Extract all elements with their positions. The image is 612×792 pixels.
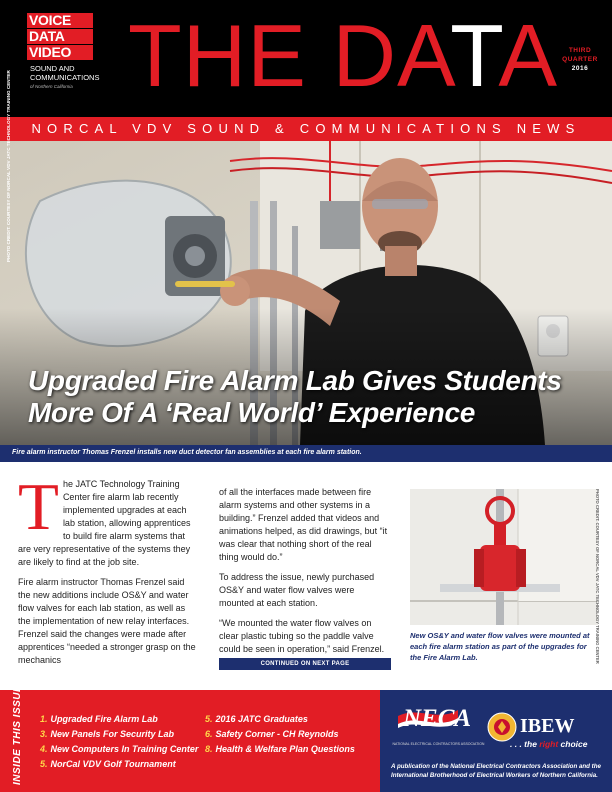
logo-line: VOICE (27, 13, 93, 28)
side-photo-credit: PHOTO CREDIT: COURTESY OF NORCAL VDV JATC TECHNOLOGY TRAINING CENTER (595, 489, 600, 664)
toc-item[interactable] (40, 759, 176, 769)
toc-panel (0, 690, 380, 792)
toc-num: 4. (40, 744, 48, 754)
tag-part: . . . the (510, 739, 540, 749)
toc-label: New Computers In Training Center (50, 744, 199, 754)
vdv-logo (27, 13, 93, 61)
toc-num: 5. (40, 759, 48, 769)
side-photo-caption: New OS&Y and water flow valves were mounted at each fire alarm station as part of the upgrades for the Fire Alarm Lab. (410, 631, 590, 662)
toc-item[interactable] (205, 744, 355, 754)
logo-sub-line: COMMUNICATIONS (30, 72, 100, 82)
valve-illustration (410, 489, 598, 625)
toc-label: Health & Welfare Plan Questions (215, 744, 355, 754)
ibew-seal-icon (487, 712, 517, 742)
toc-label: Safety Corner - CH Reynolds (215, 729, 339, 739)
toc-item[interactable] (205, 714, 308, 724)
logo-sub-line: SOUND AND (30, 64, 75, 73)
toc-label: Upgraded Fire Alarm Lab (50, 714, 158, 724)
continued-link[interactable]: CONTINUED ON NEXT PAGE (219, 658, 391, 670)
article-paragraph: “We mounted the water flow valves on clear plastic tubing so the paddle valve could be seen in operation,” said Frenzel. (219, 618, 385, 654)
title-part-white: T (450, 6, 499, 105)
toc-item[interactable] (205, 729, 339, 739)
valve-photo (410, 489, 598, 625)
article-column-1 (18, 470, 196, 674)
headline-line: Upgraded Fire Alarm Lab Gives Students (28, 365, 562, 396)
news-band-text: NORCAL VDV SOUND & COMMUNICATIONS NEWS (31, 121, 581, 136)
article-paragraph: To address the issue, newly purchased OS&Y and water flow valves were mounted at each station. (219, 572, 375, 608)
logo-line: DATA (27, 29, 93, 44)
headline-line: More Of A ‘Real World’ Experience (28, 397, 476, 428)
headline (28, 365, 588, 429)
photo-credit: PHOTO CREDIT: COURTESY OF NORCAL VDV JATC TECHNOLOGY TRAINING CENTER (6, 70, 11, 262)
title-part: THE DA (128, 6, 451, 105)
toc-num: 6. (205, 729, 213, 739)
toc-num: 8. (205, 744, 213, 754)
inside-label: INSIDE THIS ISSUE: (12, 680, 23, 785)
toc-label: NorCal VDV Golf Tournament (50, 759, 176, 769)
article-paragraph: he JATC Technology Training Center fire alarm lab recently implemented upgrades at each lab station, allowing apprentices to build fire alarm systems that are very representative of the systems they are likely to find at the job site. (18, 479, 191, 567)
tag-part: choice (558, 739, 588, 749)
neca-logo: NECA (403, 705, 472, 732)
toc-label: New Panels For Security Lab (50, 729, 175, 739)
issue-line: THIRD (568, 47, 592, 54)
ibew-logo: IBEW (520, 715, 575, 737)
toc-item[interactable] (40, 729, 174, 739)
ibew-tagline (510, 739, 587, 749)
newsletter-title (128, 6, 559, 105)
toc-item[interactable] (40, 744, 198, 754)
logo-region: of Northern California (30, 84, 73, 89)
issue-year: 2016 (571, 65, 589, 72)
toc-num: 1. (40, 714, 48, 724)
photo-caption: Fire alarm instructor Thomas Frenzel installs new duct detector fan assemblies at each fire alarm station. (12, 449, 362, 456)
toc-label: 2016 JATC Graduates (215, 714, 308, 724)
article-paragraph: Fire alarm instructor Thomas Frenzel said the new additions include OS&Y and water flow valves for each lab station, as well as the implementation of new relay interfaces. Frenzel said the changes were made after apprentices “needed a stronger grasp on the mechanics (18, 577, 196, 665)
logo-line: VIDEO (27, 45, 93, 60)
drop-cap: T (18, 470, 59, 544)
article-paragraph: of all the interfaces made between fire alarm systems and other systems in a building.” Frenzel added that videos and animations helped, as did drawings, but “it was clear that nothing short of the real thing would do.” (219, 487, 388, 562)
article-column-2 (219, 486, 391, 663)
tag-highlight: right (539, 739, 559, 749)
title-part: A (498, 6, 559, 105)
publication-note: A publication of the National Electrical Contractors Association and the International Brotherhood of Electrical Workers of Northern California. (391, 763, 601, 779)
logo-subtitle (30, 65, 99, 82)
toc-item[interactable] (40, 714, 158, 724)
issue-line: QUARTER (562, 56, 598, 63)
issue-date (556, 46, 604, 73)
neca-subtitle: NATIONAL ELECTRICAL CONTRACTORS ASSOCIATION (392, 742, 485, 746)
toc-num: 3. (40, 729, 48, 739)
toc-num: 5. (205, 714, 213, 724)
